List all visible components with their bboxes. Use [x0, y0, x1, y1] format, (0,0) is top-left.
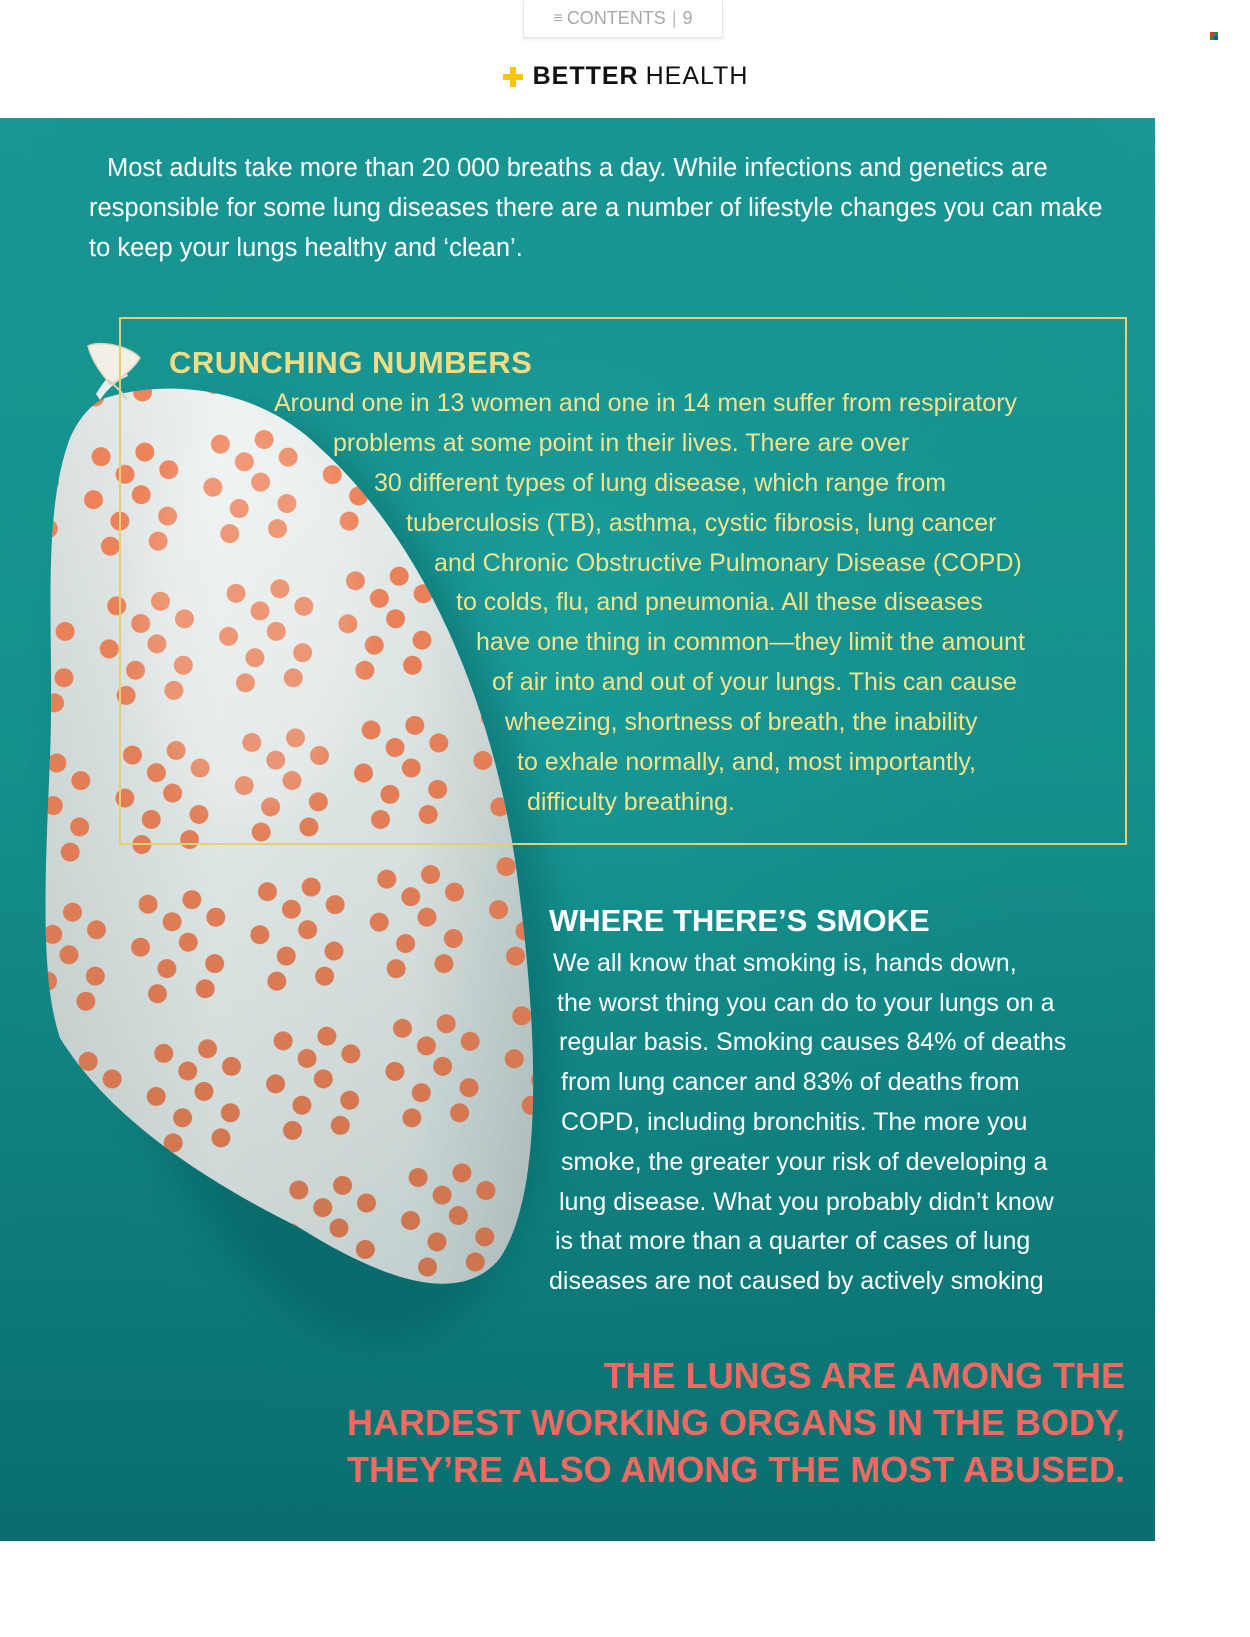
- smoke-line: the worst thing you can do to your lungs on a: [557, 989, 1055, 1017]
- smoke-line: COPD, including bronchitis. The more you: [561, 1108, 1028, 1136]
- article-panel: [0, 118, 1155, 1541]
- brand-bold: BETTER: [532, 62, 639, 90]
- smoke-line: from lung cancer and 83% of deaths from: [561, 1068, 1020, 1096]
- yellow-plus-icon: [502, 66, 524, 88]
- pullquote-line: HARDEST WORKING ORGANS IN THE BODY,: [346, 1402, 1125, 1443]
- crunching-line: 30 different types of lung disease, which range from: [374, 469, 947, 497]
- divider: |: [671, 8, 677, 28]
- smoke-line: lung disease. What you probably didn’t know: [559, 1188, 1054, 1216]
- pullquote-line: THEY’RE ALSO AMONG THE MOST ABUSED.: [346, 1449, 1125, 1490]
- intro-paragraph: Most adults take more than 20 000 breaths a day. While infections and genetics are responsible for some lung diseases there are a number of lifestyle changes you can make to keep your lungs healthy and ‘clean’.: [89, 154, 1103, 262]
- menu-icon: ≡: [553, 9, 563, 27]
- smoke-line: is that more than a quarter of cases of lung: [555, 1227, 1031, 1255]
- crunching-line: problems at some point in their lives. There are over: [333, 429, 910, 457]
- smoke-title: WHERE THERE’S SMOKE: [549, 903, 930, 938]
- crunching-line: Around one in 13 women and one in 14 men suffer from respiratory: [274, 389, 1018, 417]
- crunching-line: difficulty breathing.: [527, 788, 735, 816]
- smoke-line: diseases are not caused by actively smoking: [549, 1267, 1044, 1295]
- pullquote-line: THE LUNGS ARE AMONG THE: [603, 1355, 1125, 1396]
- color-swatch-icon: [1210, 32, 1218, 40]
- crunching-line: tuberculosis (TB), asthma, cystic fibrosis, lung cancer: [406, 509, 997, 537]
- brand-regular: HEALTH: [645, 62, 749, 90]
- crunching-line: wheezing, shortness of breath, the inability: [505, 708, 978, 736]
- contents-tab[interactable]: [523, 0, 723, 38]
- brand-header: [0, 62, 1250, 91]
- page-number: 9: [682, 8, 693, 28]
- crunching-line: and Chronic Obstructive Pulmonary Disease (COPD): [434, 549, 1022, 577]
- crunching-line: have one thing in common—they limit the amount: [476, 628, 1025, 656]
- crunching-numbers-title: CRUNCHING NUMBERS: [169, 345, 533, 380]
- crunching-line: to exhale normally, and, most importantly,: [517, 748, 976, 776]
- smoke-line: smoke, the greater your risk of developing a: [561, 1148, 1048, 1176]
- contents-label: CONTENTS: [566, 8, 666, 28]
- smoke-line: We all know that smoking is, hands down,: [553, 949, 1017, 977]
- crunching-line: of air into and out of your lungs. This can cause: [492, 668, 1017, 696]
- smoke-line: regular basis. Smoking causes 84% of deaths: [559, 1028, 1067, 1056]
- crunching-line: to colds, flu, and pneumonia. All these diseases: [456, 588, 983, 616]
